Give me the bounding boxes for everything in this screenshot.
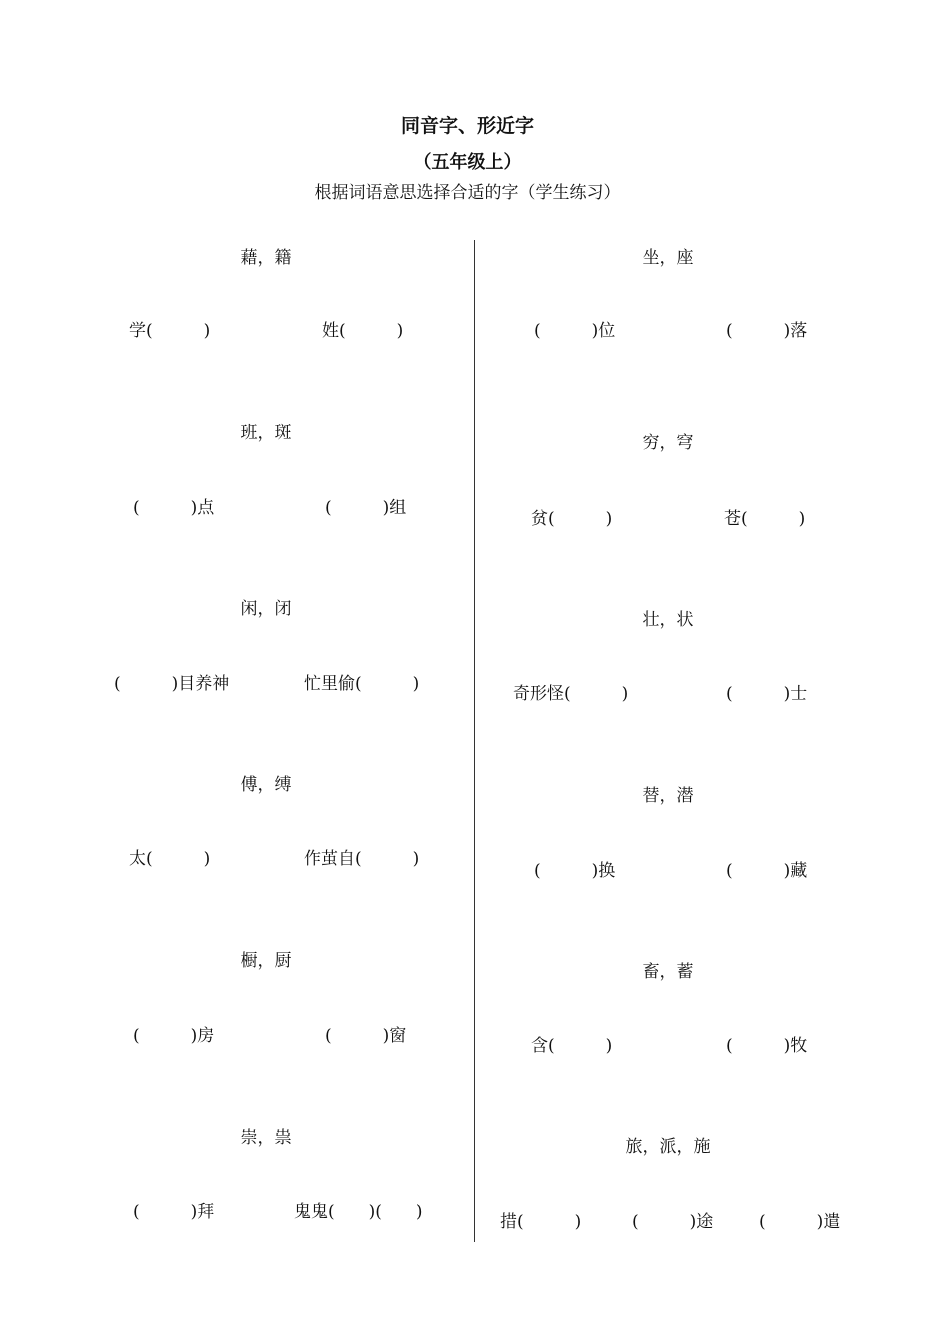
blank-item: 太( ) [129,849,211,869]
char-pair: 橱，厨 [240,951,292,971]
blank-item: 鬼鬼( )( ) [294,1202,423,1222]
char-pair: 畜，蓄 [642,962,694,982]
char-pair: 藉，籍 [240,248,292,268]
char-pair: 替，潜 [642,786,694,806]
blank-item: 作茧自( ) [304,849,420,869]
blank-item: ( )点 [133,498,215,518]
char-pair: 崇，祟 [240,1128,292,1148]
column-divider [474,240,475,1242]
blank-item: ( )落 [726,321,808,341]
char-pair: 壮，状 [642,610,694,630]
page-title: 同音字、形近字 [400,115,534,137]
blank-item: ( )换 [534,861,616,881]
blank-item: 忙里偷( ) [304,674,420,694]
blank-item: ( )位 [534,321,616,341]
instruction: 根据词语意思选择合适的字（学生练习） [314,183,621,203]
blank-item: 贫( ) [531,509,613,529]
page-subtitle: （五年级上） [413,152,522,173]
blank-item: ( )遣 [759,1212,841,1232]
char-pair: 坐，座 [642,248,694,268]
blank-item: ( )组 [325,498,407,518]
blank-item: ( )窗 [325,1026,407,1046]
blank-item: 姓( ) [322,321,404,341]
blank-item: ( )士 [726,684,808,704]
blank-item: ( )途 [632,1212,714,1232]
blank-item: 含( ) [531,1036,613,1056]
char-pair: 旅，派，施 [625,1137,711,1157]
blank-item: ( )牧 [726,1036,808,1056]
char-pair: 穷，穹 [642,433,694,453]
char-pair: 闲，闭 [240,599,292,619]
char-pair: 傅，缚 [240,775,292,795]
blank-item: ( )目养神 [114,674,230,694]
blank-item: 奇形怪( ) [513,684,629,704]
blank-item: 苍( ) [724,509,806,529]
char-pair: 班，斑 [240,423,292,443]
blank-item: ( )拜 [133,1202,215,1222]
blank-item: 措( ) [500,1212,582,1232]
blank-item: ( )房 [133,1026,215,1046]
blank-item: 学( ) [129,321,211,341]
blank-item: ( )藏 [726,861,808,881]
